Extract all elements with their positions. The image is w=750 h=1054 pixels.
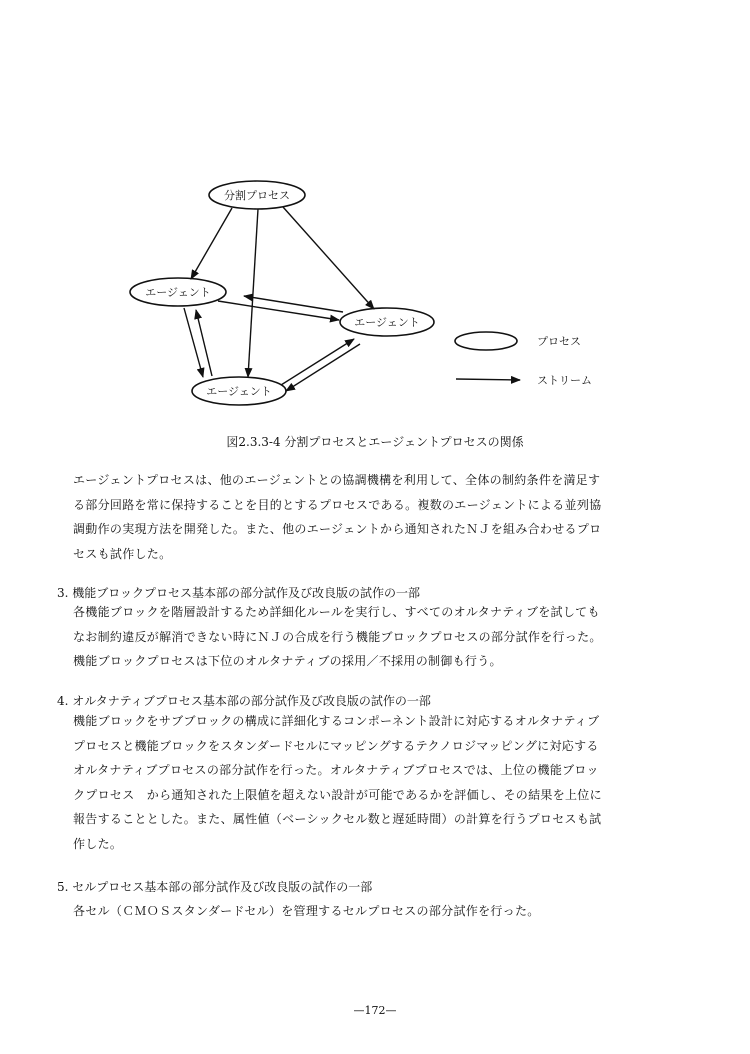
paragraph-line: 作した。 xyxy=(73,836,123,851)
arrow-split-to-right xyxy=(283,207,374,309)
paragraph-line: クプロセス から通知された上限値を超えない設計が可能であるかを評価し、その結果を上位に xyxy=(73,787,602,802)
arrow-split-to-bottom xyxy=(248,209,258,377)
paragraph-line: る部分回路を常に保持することを目的とするプロセスである。複数のエージェントによる並列協 xyxy=(73,497,602,512)
stream-bottom-to-left xyxy=(196,310,212,376)
agent-bottom-label: エージェント xyxy=(206,385,272,398)
section-4-heading: 4. オルタナティブプロセス基本部の部分試作及び改良版の試作の一部 xyxy=(57,694,431,708)
section-4-body xyxy=(73,709,602,856)
paragraph-line: 調動作の実現方法を開発した。また、他のエージェントから通知されたＮＪを組み合わせるプロ xyxy=(73,522,602,536)
paragraph-line: プロセスと機能ブロックをスタンダードセルにマッピングするテクノロジマッピングに対応する xyxy=(73,738,599,753)
page-number: —172— xyxy=(353,1004,397,1017)
legend-stream-symbol xyxy=(456,379,520,380)
stream-bottom-to-right xyxy=(281,339,354,385)
figure-caption: 図2.3.3-4 分割プロセスとエージェントプロセスの関係 xyxy=(226,435,524,449)
section-3-heading: 3. 機能ブロックプロセス基本部の部分試作及び改良版の試作の一部 xyxy=(57,586,421,600)
section-3-body xyxy=(73,600,602,674)
stream-right-to-left xyxy=(244,296,343,312)
paragraph-line: 各セル（ＣＭＯＳスタンダードセル）を管理するセルプロセスの部分試作を行った。 xyxy=(73,904,540,918)
stream-right-to-bottom xyxy=(286,344,360,391)
paragraph-line: エージェントプロセスは、他のエージェントとの協調機構を利用して、全体の制約条件を満足す xyxy=(73,473,601,487)
stream-left-to-bottom xyxy=(184,308,203,377)
paragraph-line: 報告することとした。また、属性値（ベーシックセル数と遅延時間）の計算を行うプロセスも試 xyxy=(73,812,602,826)
paragraph-line: 機能ブロックをサブブロックの構成に詳細化するコンポーネント設計に対応するオルタナティブ xyxy=(73,714,600,728)
section-5-heading: 5. セルプロセス基本部の部分試作及び改良版の試作の一部 xyxy=(57,880,373,894)
intro-paragraph xyxy=(73,468,601,566)
split-process-label: 分割プロセス xyxy=(224,189,290,202)
process-relationship-diagram xyxy=(0,0,750,460)
legend-process-label: プロセス xyxy=(537,335,581,348)
legend-process-symbol xyxy=(455,332,517,350)
paragraph-line: 各機能ブロックを階層設計するため詳細化ルールを実行し、すべてのオルタナティブを試しても xyxy=(73,605,600,619)
paragraph-line: セスも試作した。 xyxy=(73,546,172,561)
paragraph-line: オルタナティブプロセスの部分試作を行った。オルタナティブプロセスでは、上位の機能ブロッ xyxy=(73,763,599,777)
legend-stream-label: ストリーム xyxy=(537,374,592,387)
stream-left-to-right xyxy=(218,301,339,320)
agent-right-label: エージェント xyxy=(354,316,420,329)
paragraph-line: 機能ブロックプロセスは下位のオルタナティブの採用／不採用の制御も行う。 xyxy=(73,654,502,668)
agent-left-label: エージェント xyxy=(145,286,211,299)
arrow-split-to-left xyxy=(191,208,232,279)
section-5-body xyxy=(73,899,540,924)
paragraph-line: なお制約違反が解消できない時にＮＪの合成を行う機能ブロックプロセスの部分試作を行った。 xyxy=(73,629,602,644)
